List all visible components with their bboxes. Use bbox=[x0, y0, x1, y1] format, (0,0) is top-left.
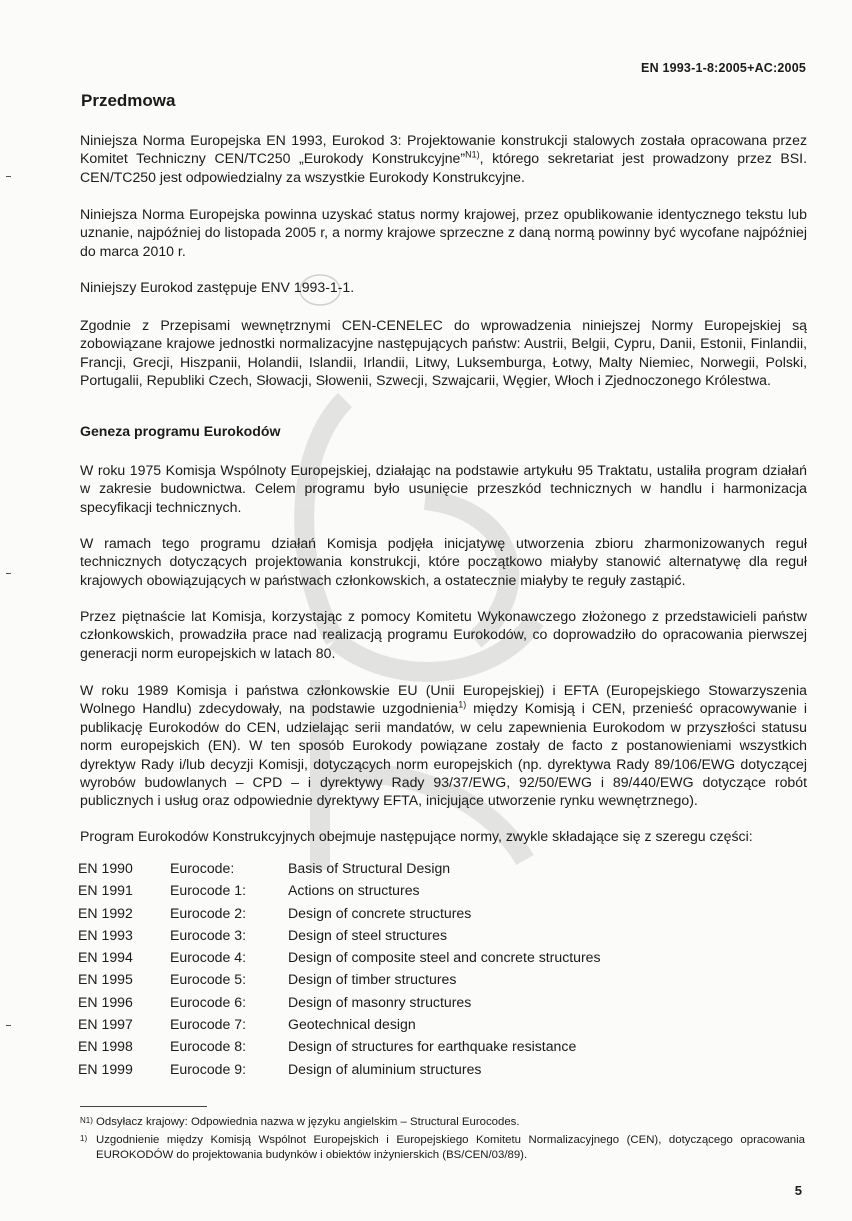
eurocode-number: EN 1992 bbox=[78, 904, 133, 921]
footnote-text: Odsyłacz krajowy: Odpowiednia nazwa w języku angielskim – Structural Eurocodes. bbox=[96, 1116, 520, 1128]
margin-mark bbox=[6, 1025, 11, 1026]
eurocode-title: Design of masonry structures bbox=[288, 993, 472, 1010]
page-number: 5 bbox=[794, 1183, 802, 1198]
footnote-mark: 1) bbox=[80, 1134, 88, 1143]
eurocode-name: Eurocode 9: bbox=[170, 1060, 247, 1077]
eurocode-name: Eurocode 7: bbox=[170, 1016, 247, 1033]
eurocode-title: Actions on structures bbox=[288, 882, 420, 899]
eurocode-name: Eurocode 4: bbox=[170, 949, 247, 966]
paragraph-status: Niniejsza Norma Europejska powinna uzyskać status normy krajowej, przez opublikowanie identycznego tekstu lub uznanie, najpóźniej do listopada 2005 r, a normy krajowe sprzeczne z daną normą powinny być wycofane najpóźniej do marca 2010 r. bbox=[80, 206, 807, 259]
eurocode-name: Eurocode 2: bbox=[170, 904, 247, 921]
eurocode-title: Design of steel structures bbox=[288, 926, 448, 943]
paragraph-program: W ramach tego programu działań Komisja podjęła inicjatywę utworzenia zbioru zharmonizowanych reguł technicznych dotyczących projektowania konstrukcji, które początkowo miałyby stanowić alternatywę dla reguł krajowych obowiązujących w państwach członkowskich, a ostatecznie miałyby te reguły zastąpić. bbox=[80, 535, 807, 588]
footnote-item bbox=[80, 1115, 805, 1130]
eurocode-name: Eurocode 1: bbox=[170, 882, 247, 899]
footnote-ref: 1) bbox=[458, 699, 467, 710]
eurocode-name: Eurocode 5: bbox=[170, 971, 247, 988]
eurocode-number: EN 1995 bbox=[78, 971, 133, 988]
section-heading: Geneza programu Eurokodów bbox=[80, 423, 281, 439]
footnote-text: Uzgodnienie między Komisją Wspólnot Europejskich i Europejskiego Komitetu Normalizacyjnego (CEN), dotyczącego opracowania EUROKODÓW do projektowania budynków i obiektów inżynierskich (BS/CEN/03/89). bbox=[96, 1134, 805, 1161]
paragraph-fifteen-years: Przez piętnaście lat Komisja, korzystając z pomocy Komitetu Wykonawczego złożonego z przedstawicieli państw członkowskich, prowadziła prace nad realizacją programu Eurokodów, co doprowadziło do opracowania pierwszej generacji norm europejskich w latach 80. bbox=[80, 608, 807, 661]
paragraph-replaces: Niniejszy Eurokod zastępuje ENV 1993-1-1. bbox=[80, 279, 355, 295]
eurocode-name: Eurocode 6: bbox=[170, 993, 247, 1010]
eurocode-number: EN 1994 bbox=[78, 949, 133, 966]
margin-mark bbox=[6, 573, 11, 574]
eurocode-number: EN 1993 bbox=[78, 926, 133, 943]
eurocode-title: Basis of Structural Design bbox=[288, 860, 451, 876]
footnote-item bbox=[80, 1133, 805, 1163]
paragraph-list-intro: Program Eurokodów Konstrukcyjnych obejmuje następujące normy, zwykle składające się z szeregu części: bbox=[80, 828, 753, 844]
eurocode-number: EN 1998 bbox=[78, 1038, 133, 1055]
paragraph-text: między Komisją i CEN, przenieść opracowywanie i publikację Eurokodów do CEN, udzielając serii mandatów, w celu zapewnienia Eurokodom w przyszłości statusu norm europejskich (EN). W ten sposób Eurokody powiązane zostały de facto z postanowieniami wszystkich dyrektyw Rady i/lub decyzji Komisji, dotyczących norm europejskich (np. dyrektywa Rady 89/106/EWG dotyczącej wyrobów budowlanych – CPD – i dyrektywy Rady 93/37/EWG, 92/50/EWG i 89/440/EWG dotyczące robót publicznych i usług oraz odpowiednie dyrektywy EFTA, inicjujące utworzenie rynku wewnętrznego). bbox=[80, 700, 807, 809]
eurocode-name: Eurocode: bbox=[170, 860, 235, 876]
footnote-divider bbox=[80, 1106, 207, 1107]
eurocode-name: Eurocode 8: bbox=[170, 1038, 247, 1055]
eurocode-title: Design of concrete structures bbox=[288, 904, 472, 921]
eurocode-number: EN 1996 bbox=[78, 993, 133, 1010]
page-title: Przedmowa bbox=[81, 91, 176, 110]
paragraph-text: W roku 1989 Komisja i państwa członkowskie EU (Unii Europejskiej) i EFTA (Europejskiego Stowarzyszenia Wolnego Handlu) zdecydowały, na podstawie uzgodnienia bbox=[80, 682, 807, 717]
eurocode-name: Eurocode 3: bbox=[170, 926, 247, 943]
footnote-ref: N1) bbox=[465, 149, 480, 160]
eurocode-title: Geotechnical design bbox=[288, 1016, 416, 1033]
paragraph-intro bbox=[80, 131, 807, 186]
paragraph-1975: W roku 1975 Komisja Wspólnoty Europejskiej, działając na podstawie artykułu 95 Traktatu, ustaliła program działań w zakresie budownictwa. Celem programu było usunięcie przeszkód technicznych w handlu i harmonizacja specyfikacji technicznych. bbox=[80, 462, 807, 515]
eurocode-title: Design of structures for earthquake resistance bbox=[288, 1038, 577, 1055]
margin-mark bbox=[6, 176, 11, 177]
paragraph-text: , którego sekretariat jest prowadzony przez BSI. CEN/TC250 jest odpowiedzialny za wszystkie Eurokody Konstrukcyjne. bbox=[80, 150, 807, 185]
eurocode-number: EN 1997 bbox=[78, 1016, 133, 1033]
eurocode-number: EN 1991 bbox=[78, 882, 133, 899]
paragraph-text: Niniejsza Norma Europejska EN 1993, Eurokod 3: Projektowanie konstrukcji stalowych została opracowana przez Komitet Techniczny CEN/TC250 „Eurokody Konstrukcyjne” bbox=[80, 132, 807, 167]
eurocode-title: Design of composite steel and concrete structures bbox=[288, 949, 601, 966]
eurocode-number: EN 1999 bbox=[78, 1060, 133, 1077]
paragraph-1989 bbox=[80, 681, 807, 810]
footnote-mark: N1) bbox=[80, 1116, 93, 1125]
eurocode-title: Design of aluminium structures bbox=[288, 1060, 482, 1077]
paragraph-countries: Zgodnie z Przepisami wewnętrznymi CEN-CENELEC do wprowadzenia niniejszej Normy Europejskiej są zobowiązane krajowe jednostki normalizacyjne następujących państw: Austrii, Belgii, Cypru, Danii, Estonii, Finlandii, Francji, Grecji, Hiszpanii, Holandii, Islandii, Irlandii, Litwy, Luksemburga, Łotwy, Malty Niemiec, Norwegii, Polski, Portugalii, Republiki Czech, Słowacji, Słowenii, Szwecji, Szwajcarii, Węgier, Włoch i Zjednoczonego Królestwa. bbox=[80, 317, 807, 389]
eurocode-number: EN 1990 bbox=[78, 860, 133, 876]
standard-code: EN 1993-1-8:2005+AC:2005 bbox=[641, 61, 806, 75]
eurocode-title: Design of timber structures bbox=[288, 971, 457, 988]
